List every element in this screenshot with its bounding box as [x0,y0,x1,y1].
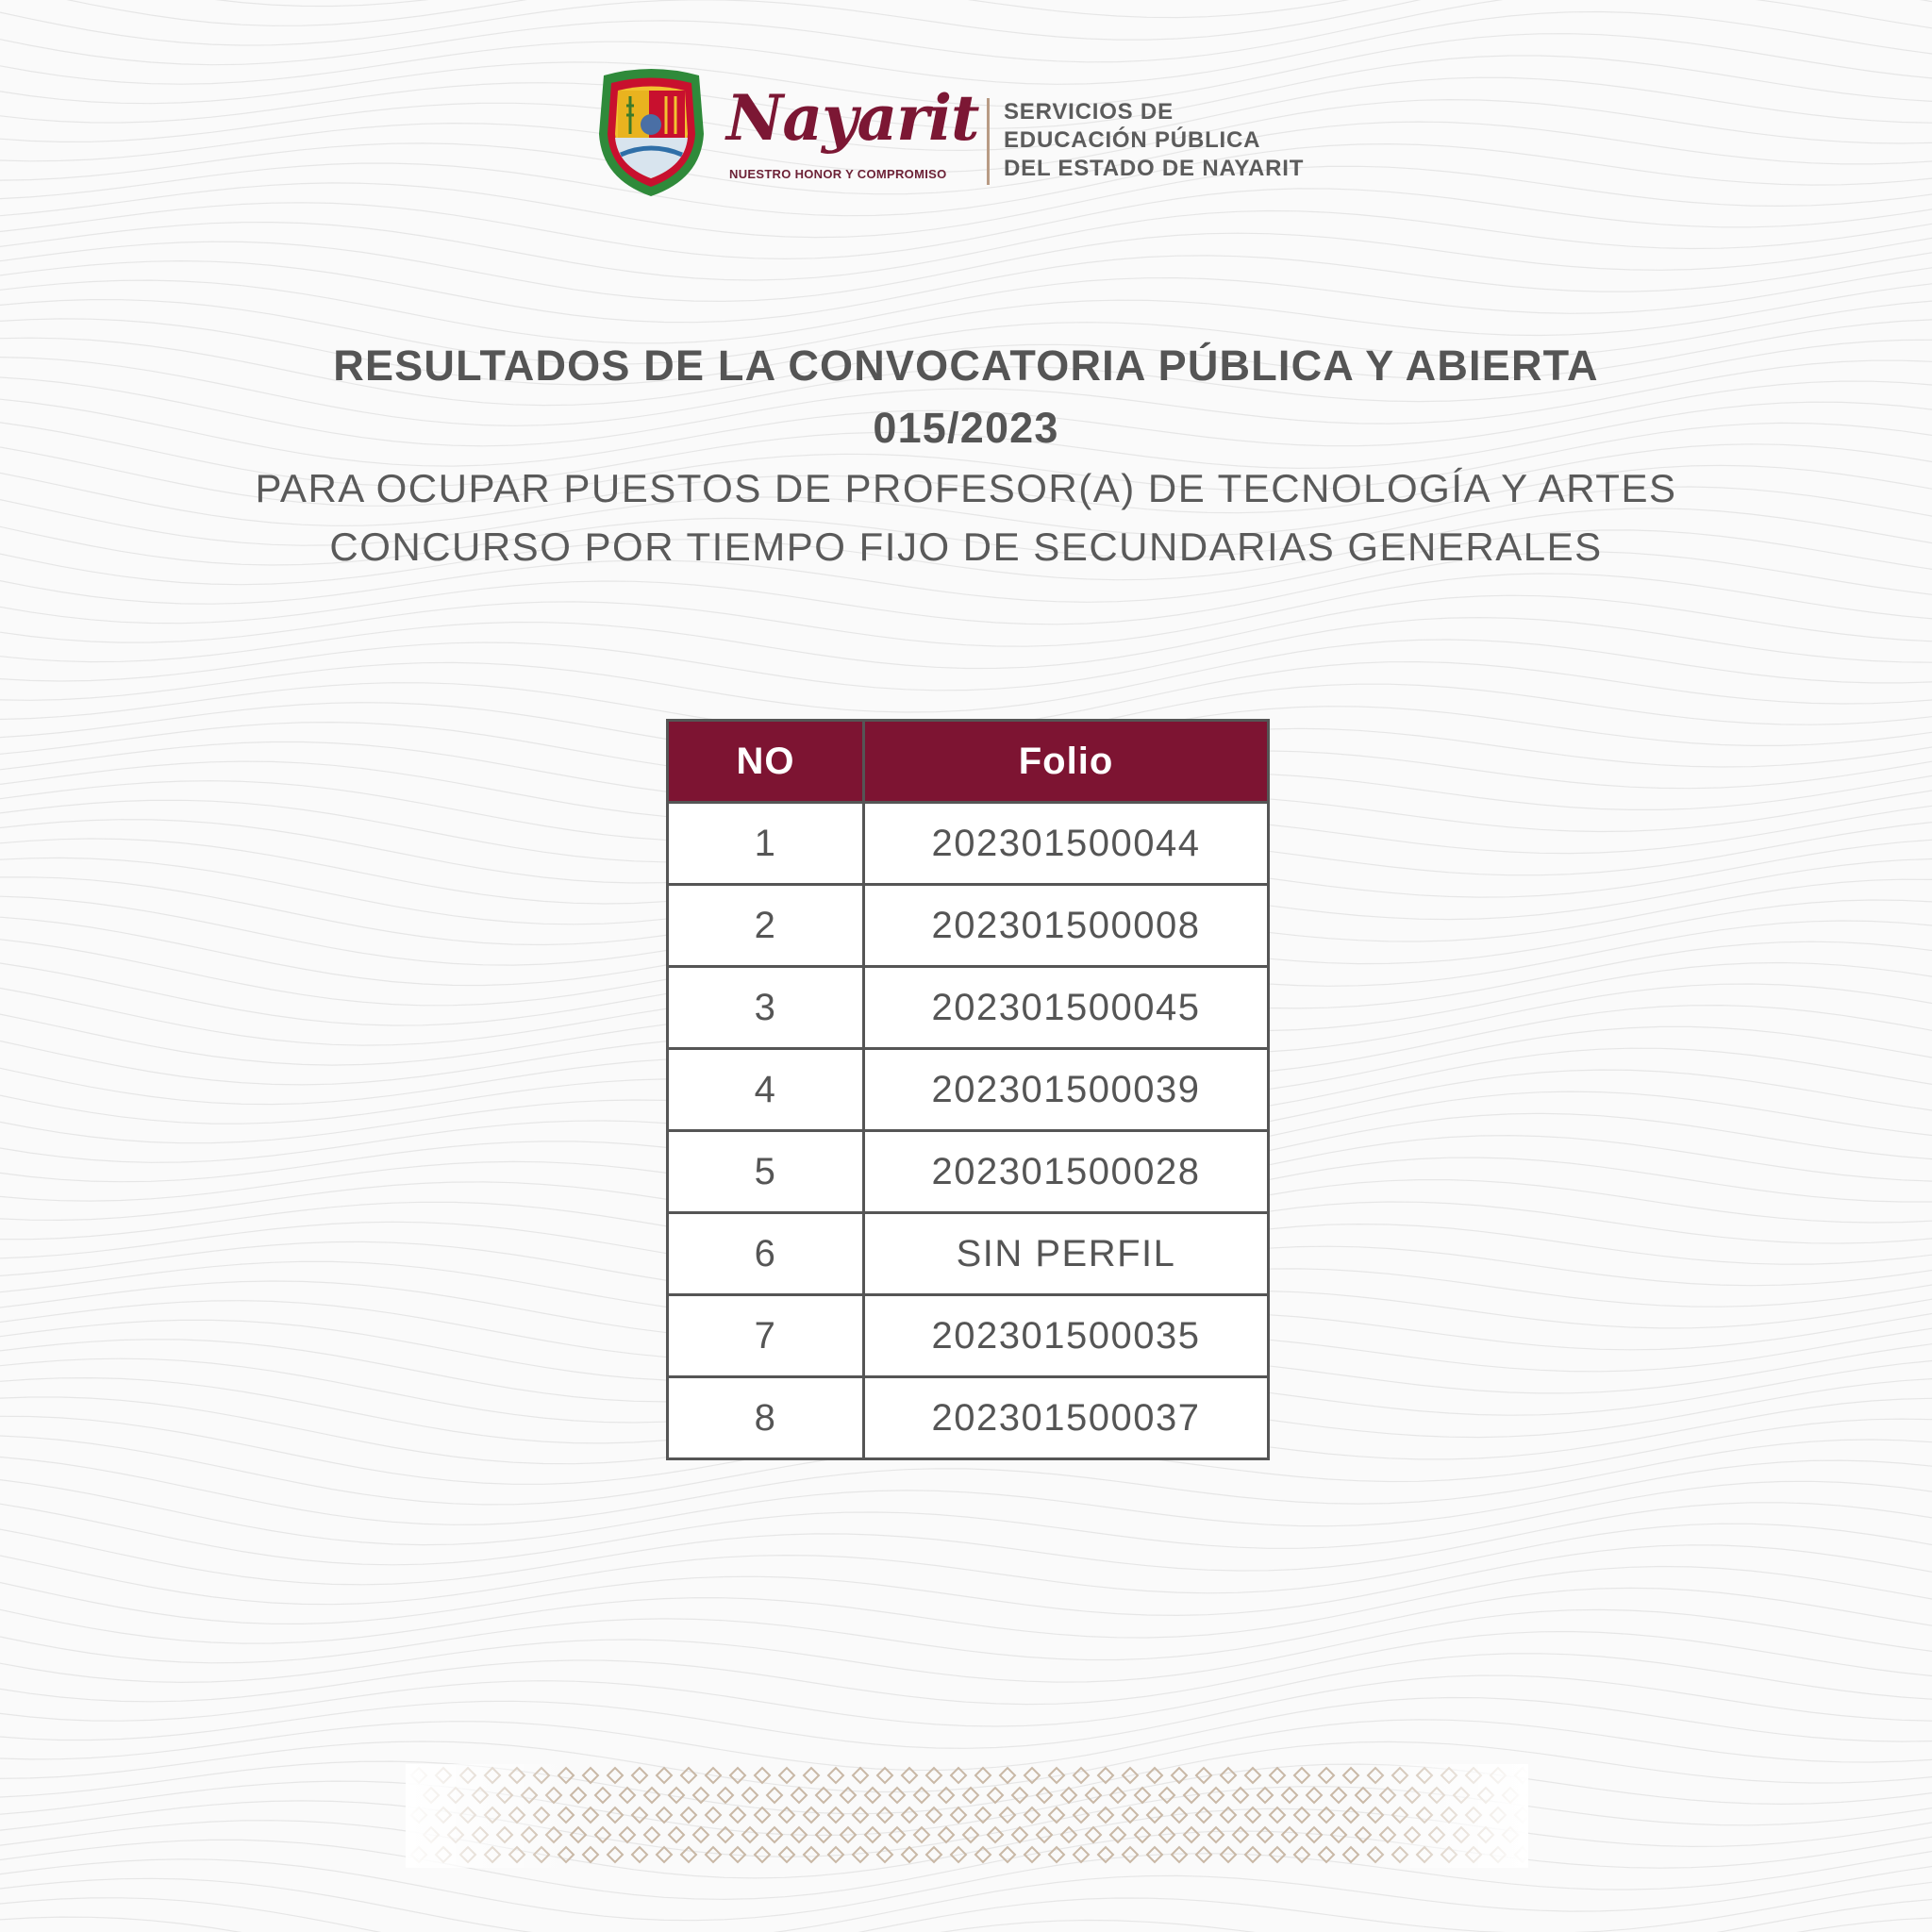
wave-line [0,0,1932,45]
brand-tagline: NUESTRO HONOR Y COMPROMISO [729,167,947,181]
cell-folio: 202301500045 [864,967,1269,1049]
cell-folio: 202301500037 [864,1377,1269,1459]
subtitle-contest: CONCURSO POR TIEMPO FIJO DE SECUNDARIAS GENERALES [329,525,1603,569]
cell-no: 3 [668,967,864,1049]
header-no: NO [668,721,864,803]
wave-line [0,618,1932,691]
wave-line [0,1481,1932,1565]
wave-line [0,1654,1932,1726]
cell-no: 2 [668,885,864,967]
cell-no: 1 [668,803,864,885]
cell-folio: 202301500044 [864,803,1269,885]
wave-line [0,595,1932,668]
table-row [668,1295,1269,1377]
wave-line [0,640,1932,712]
wave-line [0,0,1932,7]
footer-ornament-pattern [406,1764,1528,1868]
table-header-row [668,721,1269,803]
wave-line [0,1460,1932,1545]
cell-folio: SIN PERFIL [864,1213,1269,1295]
wave-line [0,1675,1932,1748]
cell-folio: 202301500035 [864,1295,1269,1377]
wave-line [0,253,1932,323]
title-block [0,335,1932,576]
header-folio: Folio [864,721,1269,803]
cell-no: 6 [668,1213,864,1295]
org-line: DEL ESTADO DE NAYARIT [1004,156,1305,181]
convocatoria-number: 015/2023 [873,404,1059,452]
wave-line [0,574,1932,646]
table-row [668,885,1269,967]
org-line: SERVICIOS DE [1004,99,1174,125]
cell-no: 4 [668,1049,864,1131]
table-row [668,1213,1269,1295]
wave-line [0,1567,1932,1644]
wave-line [0,1545,1932,1624]
table-row [668,967,1269,1049]
wave-line [0,1503,1932,1585]
wave-line [0,1918,1932,1932]
cell-no: 5 [668,1131,864,1213]
wave-line [0,268,1932,343]
cell-folio: 202301500028 [864,1131,1269,1213]
table-row [668,1049,1269,1131]
header [0,68,1932,209]
table-row [668,1377,1269,1459]
org-line: EDUCACIÓN PÚBLICA [1004,127,1261,153]
subtitle-positions: PARA OCUPAR PUESTOS DE PROFESOR(A) DE TECNOLOGÍA Y ARTES [255,466,1677,510]
organization-name [1004,98,1304,183]
header-divider [987,98,990,185]
cell-folio: 202301500008 [864,885,1269,967]
wave-line [0,0,1932,65]
results-table [666,719,1270,1460]
cell-no: 7 [668,1295,864,1377]
wave-line [0,1524,1932,1605]
cell-no: 8 [668,1377,864,1459]
nayarit-coat-of-arms-icon [592,68,710,200]
brand-name: Nayarit [726,81,979,155]
wave-line [0,1698,1932,1771]
wave-line [0,1867,1932,1932]
table-row [668,803,1269,885]
wave-line [0,1588,1932,1662]
wave-line [0,1609,1932,1682]
table-row [668,1131,1269,1213]
cell-folio: 202301500039 [864,1049,1269,1131]
page-title: RESULTADOS DE LA CONVOCATORIA PÚBLICA Y ABIERTA [333,341,1599,390]
